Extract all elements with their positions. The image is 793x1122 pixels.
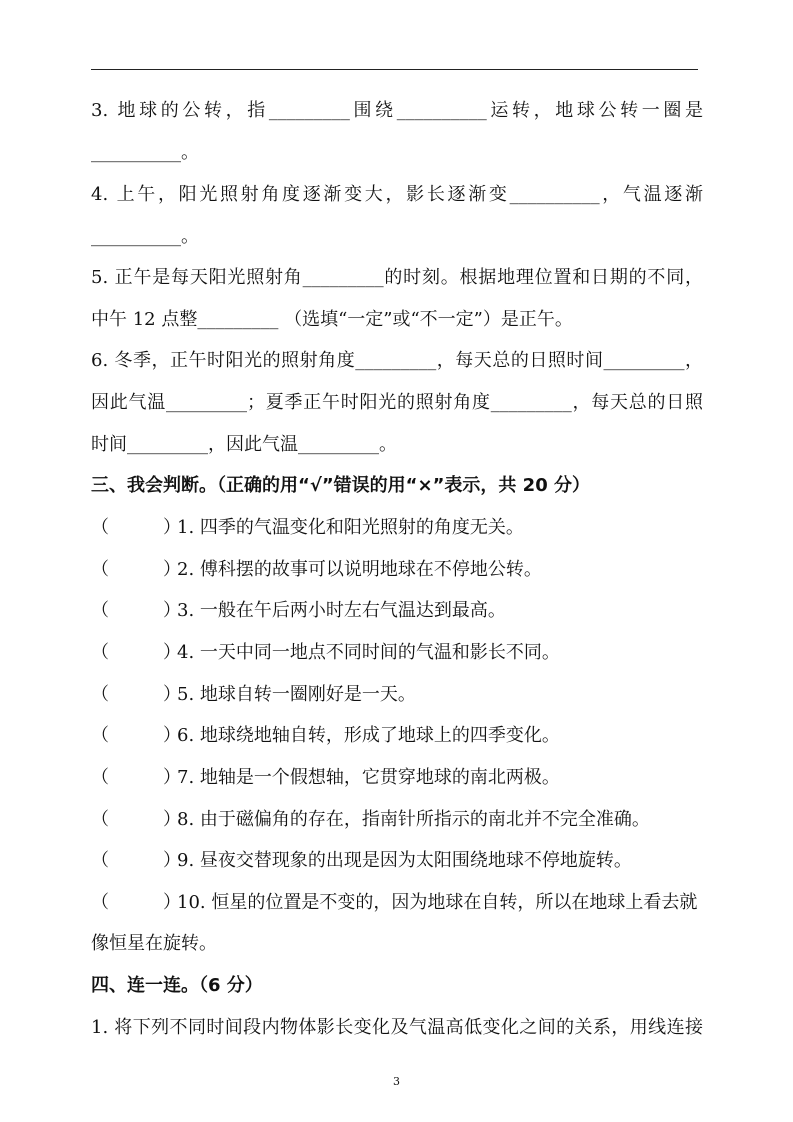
answer-bracket-close: ） [163, 725, 181, 746]
judge-item [91, 724, 560, 748]
answer-bracket-open: （ [91, 725, 109, 746]
answer-bracket-close: ） [163, 850, 181, 871]
judge-item [91, 558, 542, 582]
fill-q4-line1: 4. 上午，阳光照射角度逐渐变大，影长逐渐变__________，气温逐渐 [91, 184, 703, 205]
answer-bracket-open: （ [91, 600, 109, 621]
judge-text: 8. 由于磁偏角的存在，指南针所指示的南北并不完全准确。 [177, 809, 650, 830]
fill-q5-line2: 中午 12 点整_________ （选填“一定”或“不一定”）是正午。 [91, 309, 573, 330]
judge-item [91, 766, 560, 790]
judge-text: 1. 四季的气温变化和阳光照射的角度无关。 [177, 517, 524, 538]
judge-item [91, 641, 560, 665]
answer-bracket-open: （ [91, 559, 109, 580]
header-rule [91, 69, 698, 70]
section4-q1: 1. 将下列不同时间段内物体影长变化及气温高低变化之间的关系，用线连接 [91, 1017, 703, 1038]
answer-bracket-open: （ [91, 892, 109, 913]
answer-bracket-close: ） [163, 517, 181, 538]
answer-bracket-open: （ [91, 809, 109, 830]
page-number: 3 [393, 1075, 400, 1088]
judge-item [91, 808, 650, 832]
fill-q3-line1: 3. 地球的公转，指_________围绕__________运转，地球公转一圈是 [91, 100, 703, 121]
judge-text: 6. 地球绕地轴自转，形成了地球上的四季变化。 [177, 725, 560, 746]
judge-item-continuation: 像恒星在旋转。 [91, 933, 217, 954]
answer-bracket-close: ） [163, 892, 181, 913]
judge-text: 10. 恒星的位置是不变的，因为地球在自转，所以在地球上看去就 [177, 892, 698, 913]
answer-bracket-open: （ [91, 767, 109, 788]
judge-text: 9. 昼夜交替现象的出现是因为太阳围绕地球不停地旋转。 [177, 850, 632, 871]
answer-bracket-close: ） [163, 809, 181, 830]
answer-bracket-close: ） [163, 767, 181, 788]
fill-q3-line2: __________。 [91, 142, 199, 163]
answer-bracket-open: （ [91, 850, 109, 871]
answer-bracket-open: （ [91, 642, 109, 663]
section3-title: 三、我会判断。（正确的用“√”错误的用“×”表示，共 20 分） [91, 475, 590, 496]
judge-item [91, 849, 632, 873]
judge-item [91, 516, 524, 540]
judge-item [91, 683, 416, 707]
judge-text: 5. 地球自转一圈刚好是一天。 [177, 684, 416, 705]
section4-title: 四、连一连。（6 分） [91, 975, 263, 996]
answer-bracket-open: （ [91, 517, 109, 538]
fill-q6-line1: 6. 冬季，正午时阳光的照射角度_________，每天总的日照时间_________， [91, 350, 703, 371]
fill-q6-line3: 时间_________，因此气温_________。 [91, 434, 397, 455]
answer-bracket-close: ） [163, 684, 181, 705]
fill-q4-line2: __________。 [91, 226, 199, 247]
answer-bracket-close: ） [163, 642, 181, 663]
judge-text: 3. 一般在午后两小时左右气温达到最高。 [177, 600, 506, 621]
fill-q5-line1: 5. 正午是每天阳光照射角_________的时刻。根据地理位置和日期的不同， [91, 267, 703, 288]
answer-bracket-close: ） [163, 600, 181, 621]
answer-bracket-open: （ [91, 684, 109, 705]
answer-bracket-close: ） [163, 559, 181, 580]
fill-q6-line2: 因此气温_________；夏季正午时阳光的照射角度_________，每天总的日照 [91, 392, 703, 413]
judge-item [91, 891, 697, 915]
judge-text: 4. 一天中同一地点不同时间的气温和影长不同。 [177, 642, 560, 663]
judge-item [91, 599, 506, 623]
judge-text: 2. 傅科摆的故事可以说明地球在不停地公转。 [177, 559, 542, 580]
judge-text: 7. 地轴是一个假想轴，它贯穿地球的南北两极。 [177, 767, 560, 788]
